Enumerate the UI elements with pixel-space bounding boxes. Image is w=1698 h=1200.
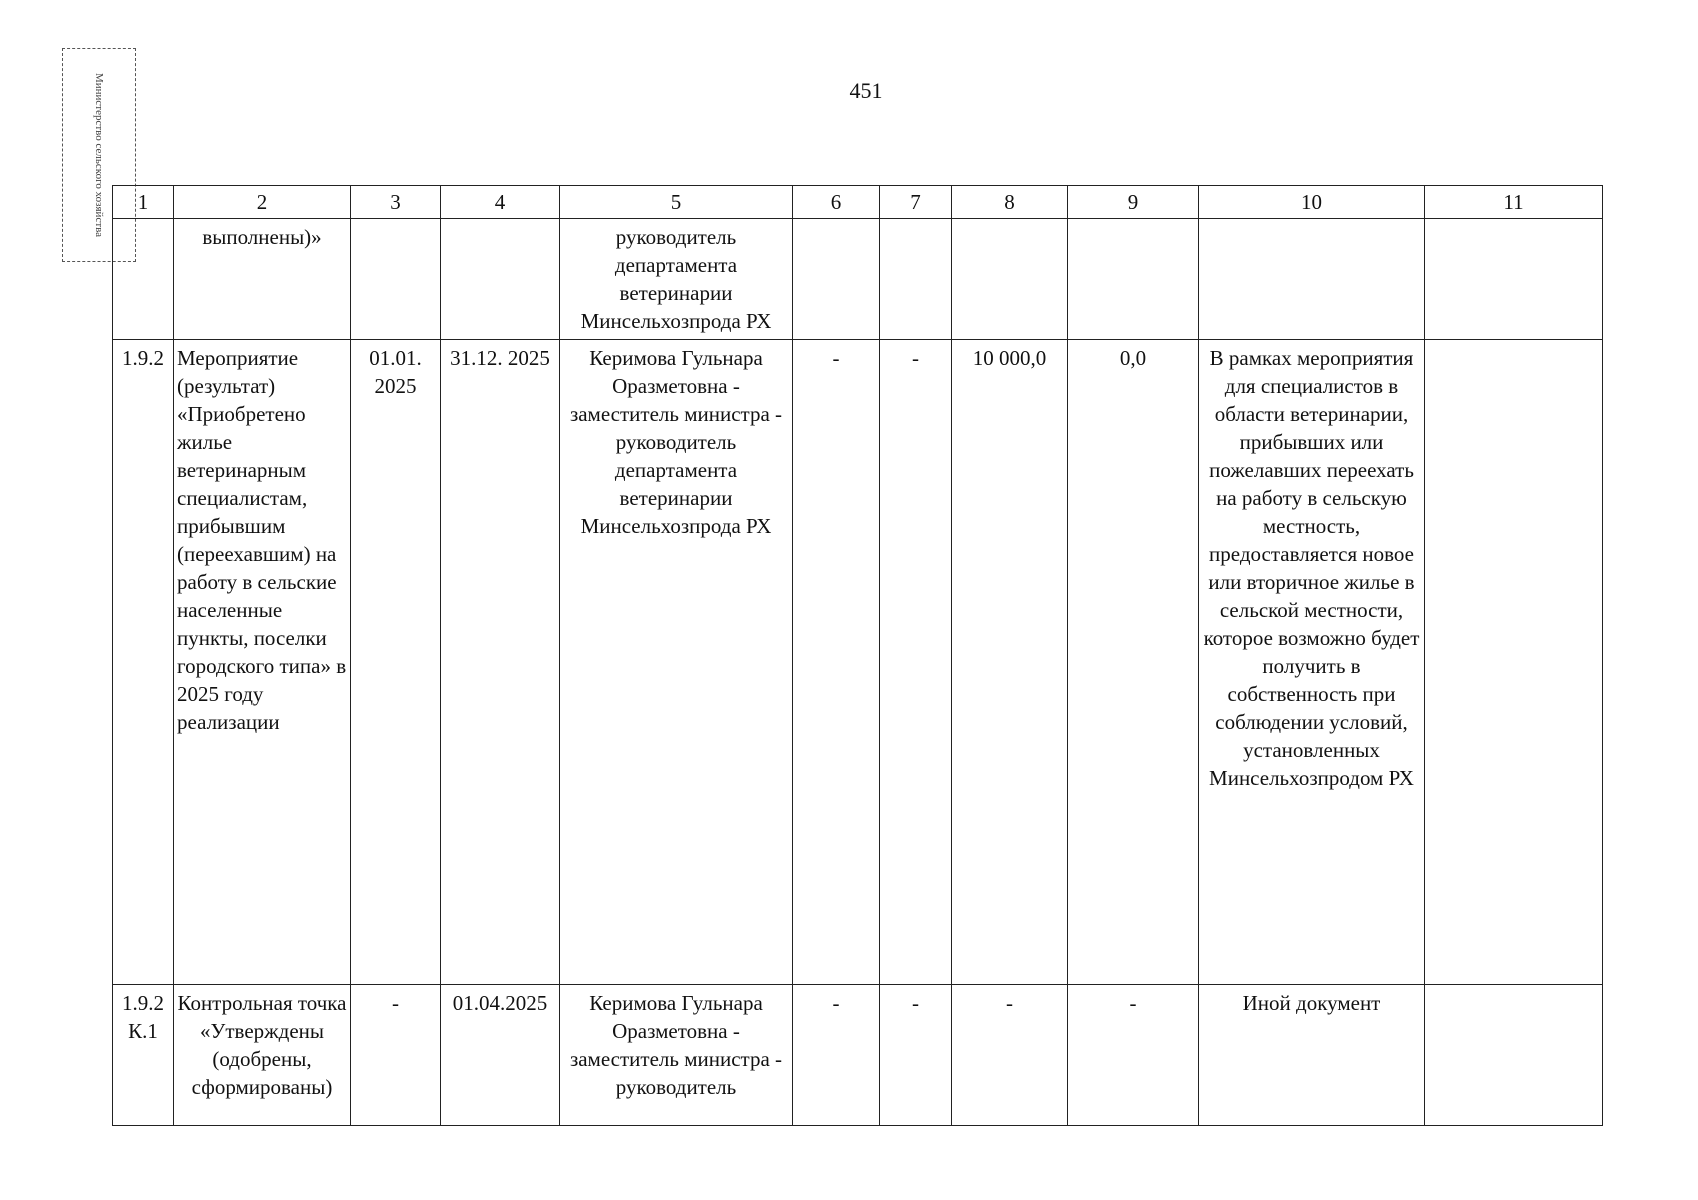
column-number: 7 [880,186,952,219]
table-row [113,340,1603,985]
col8-cell [952,219,1068,340]
column-number: 3 [351,186,441,219]
page-number: 451 [849,78,883,103]
description-cell: Иной документ [1199,985,1425,1126]
stamp-text: Министерство сельского хозяйства [93,72,105,238]
col6-cell [793,219,880,340]
table-row [113,985,1603,1126]
description-cell: В рамках мероприятия для специалистов в области ветеринарии, прибывших или пожелавших переехать на работу в сельскую местность, предоставляется новое или вторичное жилье в сельской местности, которое возможно будет получить в собственность при соблюдении условий, установленных Минсельхозпродом РХ [1199,340,1425,985]
responsible-cell: Керимова Гульнара Оразметовна - заместитель министра - руководитель [560,985,793,1126]
column-number-row [113,186,1603,219]
column-number: 4 [441,186,560,219]
col11-cell [1425,340,1603,985]
col7-cell: - [880,985,952,1126]
column-number: 10 [1199,186,1425,219]
name-cell: выполнены)» [174,219,351,340]
table-row [113,219,1603,340]
end-date-cell: 31.12. 2025 [441,340,560,985]
col8-cell: - [952,985,1068,1126]
name-cell: Контрольная точка «Утверждены (одобрены, сформированы) [174,985,351,1126]
column-number: 1 [113,186,174,219]
start-date-cell: 01.01. 2025 [351,340,441,985]
col6-cell: - [793,985,880,1126]
plan-table [112,185,1603,1126]
col8-cell: 10 000,0 [952,340,1068,985]
responsible-cell: руководитель департамента ветеринарии Минсельхозпрода РХ [560,219,793,340]
col6-cell: - [793,340,880,985]
name-cell: Мероприятие (результат) «Приобретено жилье ветеринарным специалистам, прибывшим (переехавшим) на работу в сельские населенные пункты, поселки городского типа» в 2025 году реализации [174,340,351,985]
col11-cell [1425,219,1603,340]
column-number: 11 [1425,186,1603,219]
col9-cell: 0,0 [1068,340,1199,985]
start-date-cell [351,219,441,340]
responsible-cell: Керимова Гульнара Оразметовна - заместитель министра - руководитель департамента ветеринарии Минсельхозпрода РХ [560,340,793,985]
row-number-cell [113,219,174,340]
description-cell [1199,219,1425,340]
column-number: 6 [793,186,880,219]
end-date-cell: 01.04.2025 [441,985,560,1126]
col9-cell: - [1068,985,1199,1126]
col7-cell [880,219,952,340]
row-number-cell: 1.9.2 [113,340,174,985]
col9-cell [1068,219,1199,340]
col11-cell [1425,985,1603,1126]
start-date-cell: - [351,985,441,1126]
column-number: 5 [560,186,793,219]
end-date-cell [441,219,560,340]
column-number: 9 [1068,186,1199,219]
column-number: 8 [952,186,1068,219]
col7-cell: - [880,340,952,985]
row-number-cell: 1.9.2 К.1 [113,985,174,1126]
column-number: 2 [174,186,351,219]
